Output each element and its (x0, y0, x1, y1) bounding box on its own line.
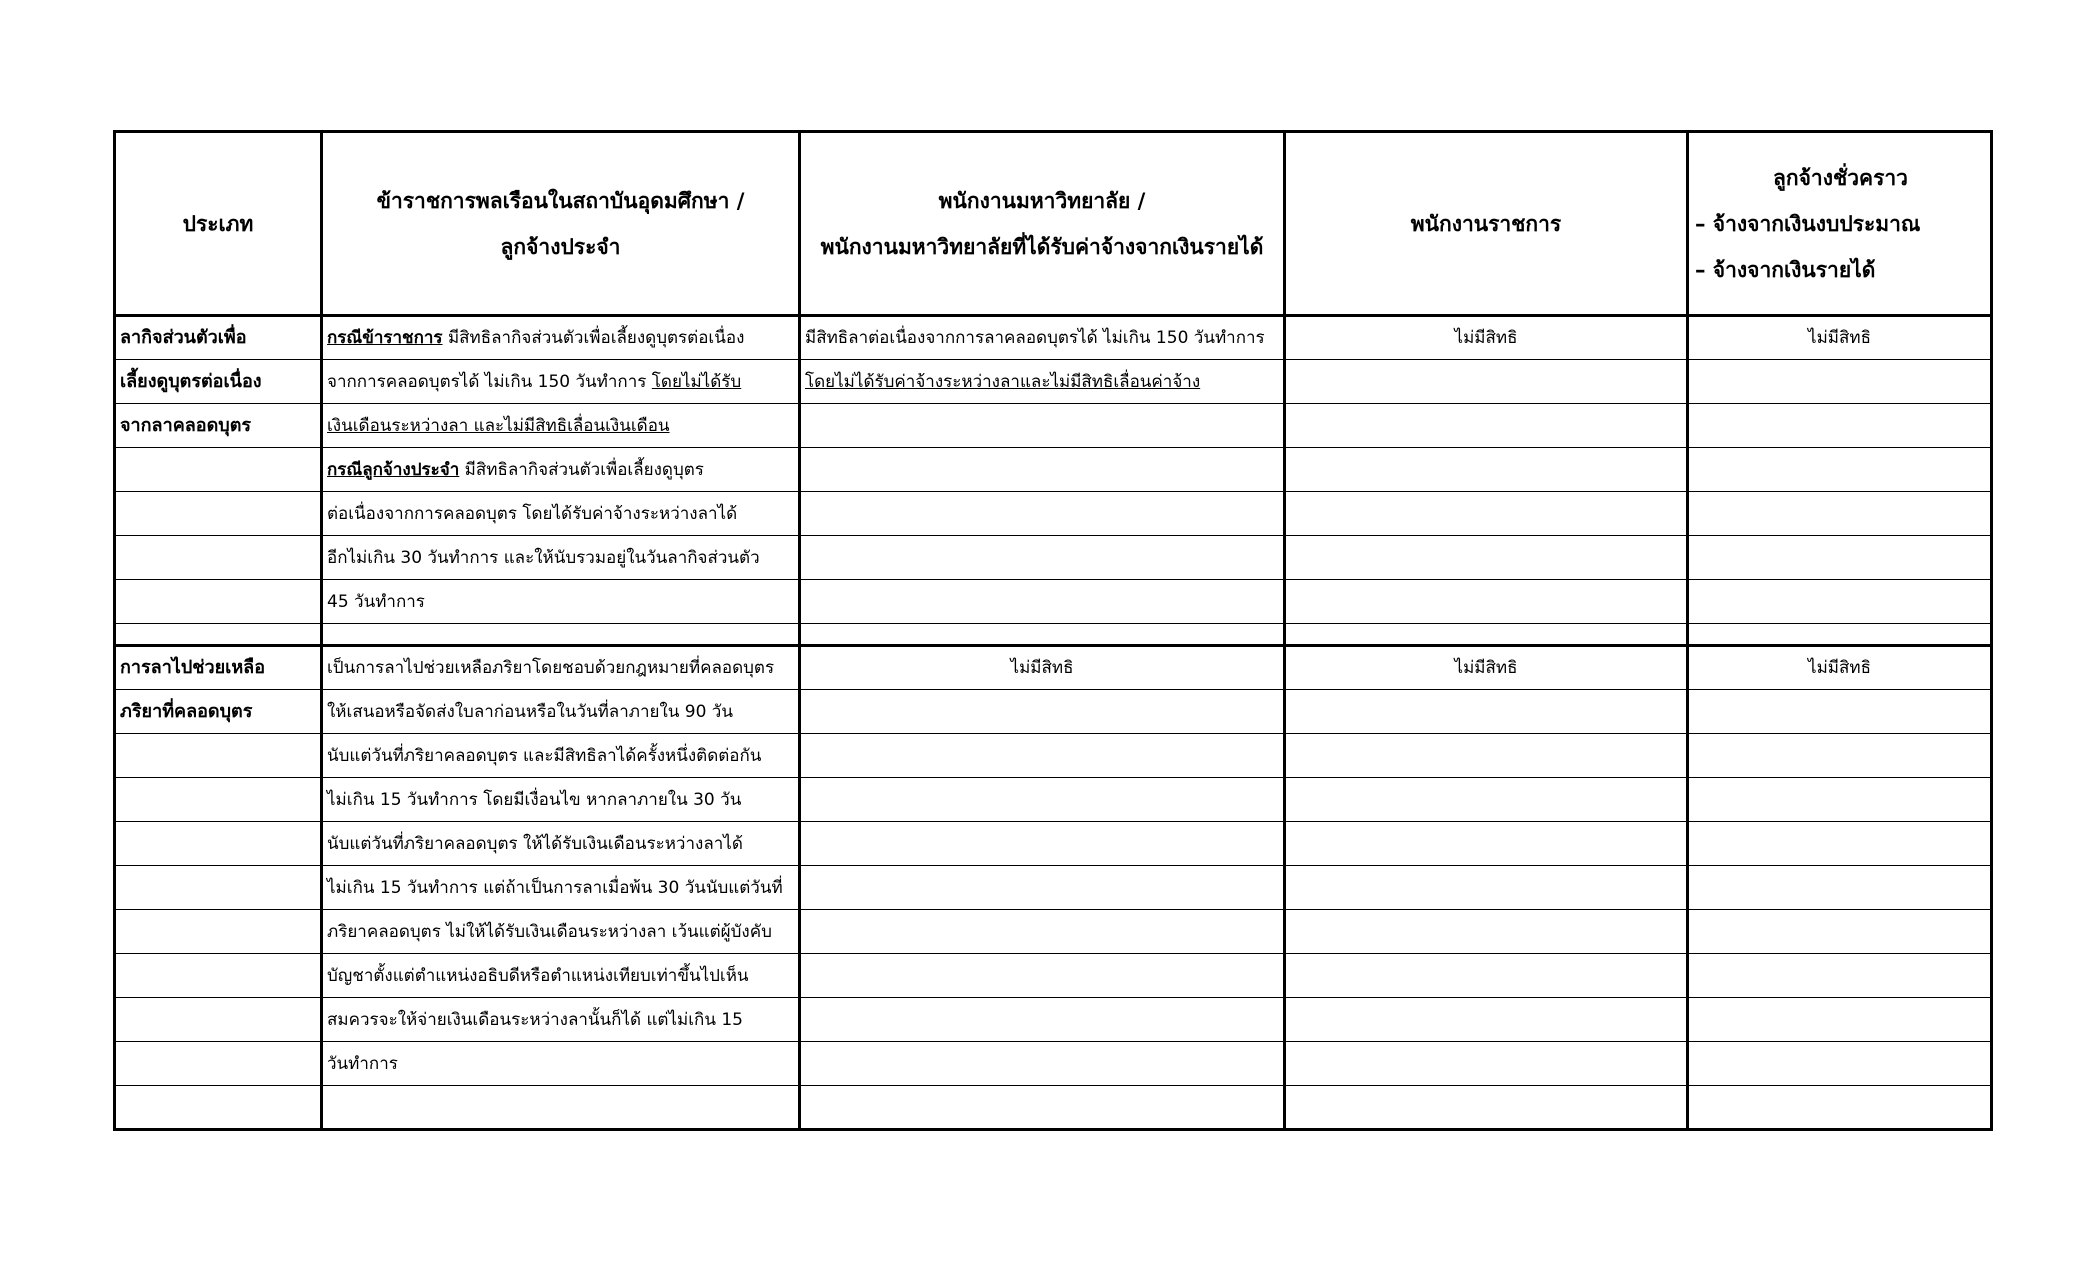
government-cell (1285, 1042, 1688, 1086)
table-row (115, 954, 1992, 998)
temporary-cell (1688, 866, 1992, 910)
government-cell (1285, 690, 1688, 734)
spacer-row (115, 624, 1992, 646)
university-cell (800, 492, 1285, 536)
temporary-cell (1688, 536, 1992, 580)
university-cell (800, 734, 1285, 778)
university-cell (800, 822, 1285, 866)
category-cell: การลาไปช่วยเหลือ (115, 646, 322, 690)
civil-servant-cell: วันทำการ (322, 1042, 800, 1086)
government-cell: ไม่มีสิทธิ (1285, 316, 1688, 360)
header-row (115, 132, 1992, 316)
government-cell: ไม่มีสิทธิ (1285, 646, 1688, 690)
civil-servant-cell: เป็นการลาไปช่วยเหลือภริยาโดยชอบด้วยกฎหมายที่คลอดบุตร (322, 646, 800, 690)
category-cell: จากลาคลอดบุตร (115, 404, 322, 448)
temporary-cell (1688, 360, 1992, 404)
table-row (115, 910, 1992, 954)
temporary-cell (1688, 910, 1992, 954)
university-cell (800, 448, 1285, 492)
category-cell: ลากิจส่วนตัวเพื่อ (115, 316, 322, 360)
category-cell (115, 492, 322, 536)
category-cell (115, 866, 322, 910)
category-cell (115, 778, 322, 822)
university-cell (800, 910, 1285, 954)
table-row (115, 536, 1992, 580)
university-cell (800, 998, 1285, 1042)
government-cell (1285, 998, 1688, 1042)
temporary-cell (1688, 822, 1992, 866)
table-row (115, 866, 1992, 910)
government-cell (1285, 448, 1688, 492)
government-cell (1285, 734, 1688, 778)
government-cell (1285, 954, 1688, 998)
category-cell (115, 910, 322, 954)
government-cell (1285, 822, 1688, 866)
table-row (115, 998, 1992, 1042)
civil-servant-cell: นับแต่วันที่ภริยาคลอดบุตร ให้ได้รับเงินเดือนระหว่างลาได้ (322, 822, 800, 866)
temporary-cell (1688, 998, 1992, 1042)
category-cell (115, 998, 322, 1042)
civil-servant-cell: สมควรจะให้จ่ายเงินเดือนระหว่างลานั้นก็ได้ แต่ไม่เกิน 15 (322, 998, 800, 1042)
civil-servant-cell: 45 วันทำการ (322, 580, 800, 624)
temporary-cell (1688, 690, 1992, 734)
university-cell (800, 690, 1285, 734)
header-civil-servant: ข้าราชการพลเรือนในสถาบันอุดมศึกษา / ลูกจ้างประจำ (322, 132, 800, 316)
university-cell: ไม่มีสิทธิ (800, 646, 1285, 690)
university-cell: โดยไม่ได้รับค่าจ้างระหว่างลาและไม่มีสิทธิเลื่อนค่าจ้าง (800, 360, 1285, 404)
government-cell (1285, 910, 1688, 954)
table-row (115, 646, 1992, 690)
table-row (115, 360, 1992, 404)
university-cell (800, 866, 1285, 910)
government-cell (1285, 404, 1688, 448)
temporary-cell (1688, 778, 1992, 822)
table-row (115, 1086, 1992, 1130)
leave-rights-table (113, 130, 1993, 1131)
table-row (115, 778, 1992, 822)
temporary-cell (1688, 1042, 1992, 1086)
category-cell: ภริยาที่คลอดบุตร (115, 690, 322, 734)
civil-servant-cell: ไม่เกิน 15 วันทำการ แต่ถ้าเป็นการลาเมื่อพ้น 30 วันนับแต่วันที่ (322, 866, 800, 910)
government-cell (1285, 492, 1688, 536)
university-cell (800, 954, 1285, 998)
civil-servant-cell: กรณีข้าราชการ มีสิทธิลากิจส่วนตัวเพื่อเลี้ยงดูบุตรต่อเนื่อง (322, 316, 800, 360)
table-row (115, 1042, 1992, 1086)
header-temporary-employee: ลูกจ้างชั่วคราว – จ้างจากเงินงบประมาณ – จ้างจากเงินรายได้ (1688, 132, 1992, 316)
temporary-cell (1688, 448, 1992, 492)
table-row (115, 492, 1992, 536)
table-row (115, 822, 1992, 866)
university-cell: มีสิทธิลาต่อเนื่องจากการลาคลอดบุตรได้ ไม่เกิน 150 วันทำการ (800, 316, 1285, 360)
table-row (115, 448, 1992, 492)
table-row (115, 404, 1992, 448)
category-cell (115, 822, 322, 866)
civil-servant-cell: นับแต่วันที่ภริยาคลอดบุตร และมีสิทธิลาได้ครั้งหนึ่งติดต่อกัน (322, 734, 800, 778)
category-cell (115, 448, 322, 492)
table-row (115, 316, 1992, 360)
category-cell: เลี้ยงดูบุตรต่อเนื่อง (115, 360, 322, 404)
temporary-cell (1688, 492, 1992, 536)
civil-servant-cell: ต่อเนื่องจากการคลอดบุตร โดยได้รับค่าจ้างระหว่างลาได้ (322, 492, 800, 536)
civil-servant-cell: กรณีลูกจ้างประจำ มีสิทธิลากิจส่วนตัวเพื่อเลี้ยงดูบุตร (322, 448, 800, 492)
category-cell (115, 580, 322, 624)
civil-servant-cell: บัญชาตั้งแต่ตำแหน่งอธิบดีหรือตำแหน่งเทียบเท่าขึ้นไปเห็น (322, 954, 800, 998)
table-row (115, 734, 1992, 778)
header-university-staff: พนักงานมหาวิทยาลัย / พนักงานมหาวิทยาลัยที่ได้รับค่าจ้างจากเงินรายได้ (800, 132, 1285, 316)
table-row (115, 690, 1992, 734)
civil-servant-cell: ภริยาคลอดบุตร ไม่ให้ได้รับเงินเดือนระหว่างลา เว้นแต่ผู้บังคับ (322, 910, 800, 954)
temporary-cell (1688, 580, 1992, 624)
temporary-cell (1688, 734, 1992, 778)
temporary-cell: ไม่มีสิทธิ (1688, 646, 1992, 690)
civil-servant-cell: ไม่เกิน 15 วันทำการ โดยมีเงื่อนไข หากลาภายใน 30 วัน (322, 778, 800, 822)
header-type: ประเภท (115, 132, 322, 316)
category-cell (115, 1042, 322, 1086)
civil-servant-cell: ให้เสนอหรือจัดส่งใบลาก่อนหรือในวันที่ลาภายใน 90 วัน (322, 690, 800, 734)
university-cell (800, 1042, 1285, 1086)
university-cell (800, 778, 1285, 822)
category-cell (115, 734, 322, 778)
header-government-employee: พนักงานราชการ (1285, 132, 1688, 316)
university-cell (800, 404, 1285, 448)
government-cell (1285, 360, 1688, 404)
civil-servant-cell: เงินเดือนระหว่างลา และไม่มีสิทธิเลื่อนเงินเดือน (322, 404, 800, 448)
university-cell (800, 536, 1285, 580)
civil-servant-cell: อีกไม่เกิน 30 วันทำการ และให้นับรวมอยู่ในวันลากิจส่วนตัว (322, 536, 800, 580)
government-cell (1285, 778, 1688, 822)
category-cell (115, 536, 322, 580)
university-cell (800, 580, 1285, 624)
table-row (115, 580, 1992, 624)
civil-servant-cell: จากการคลอดบุตรได้ ไม่เกิน 150 วันทำการ โดยไม่ได้รับ (322, 360, 800, 404)
government-cell (1285, 866, 1688, 910)
temporary-cell (1688, 954, 1992, 998)
temporary-cell: ไม่มีสิทธิ (1688, 316, 1992, 360)
category-cell (115, 954, 322, 998)
government-cell (1285, 580, 1688, 624)
government-cell (1285, 536, 1688, 580)
temporary-cell (1688, 404, 1992, 448)
